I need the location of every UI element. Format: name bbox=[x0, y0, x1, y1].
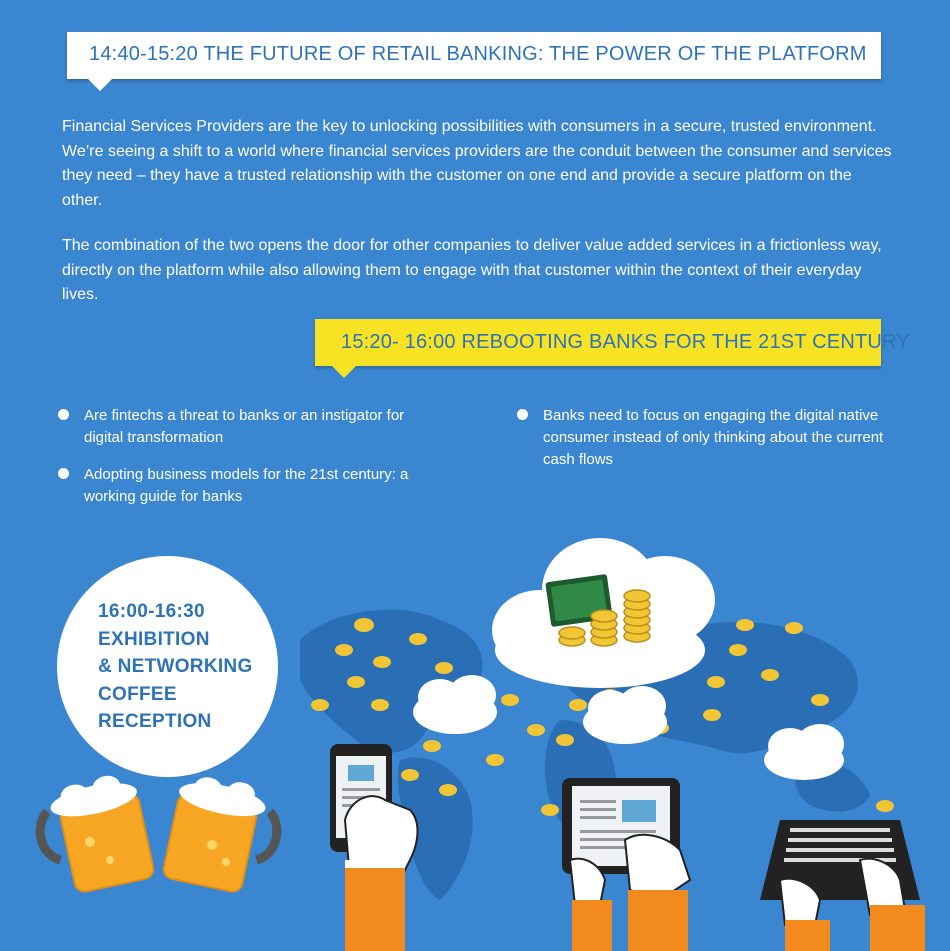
session3-line: COFFEE bbox=[98, 683, 177, 705]
session3-line: RECEPTION bbox=[98, 711, 212, 732]
session1-paragraph-1: Financial Services Providers are the key to unlocking possibilities with consumers in a secure, trusted environment. We’re seeing a shift to a world where financial services providers are the conduit between the consumer and services they need – they have a trusted relationship with the customer on one end and provide a secure platform on the other. bbox=[62, 118, 892, 209]
session3-line: & NETWORKING bbox=[98, 656, 253, 677]
beer-mug-icon bbox=[36, 773, 155, 893]
bullet-text: Banks need to focus on engaging the digital native consumer instead of only thinking about the current cash flows bbox=[543, 407, 884, 468]
session1-paragraph-2: The combination of the two opens the door for other companies to deliver value added services in a frictionless way, directly on the platform while also allowing them to engage with that customer within the context of their everyday lives. bbox=[62, 237, 882, 303]
hand-icon bbox=[345, 796, 418, 951]
beer-mug-icon bbox=[162, 775, 281, 894]
session2-heading: 15:20- 16:00 REBOOTING BANKS FOR THE 21ST CENTURY bbox=[341, 331, 910, 353]
coffee-reception-text bbox=[98, 598, 253, 736]
bullet-text: Adopting business models for the 21st century: a working guide for banks bbox=[84, 466, 409, 505]
session3-time: 16:00-16:30 bbox=[98, 601, 205, 622]
bullet-text: Are fintechs a threat to banks or an instigator for digital transformation bbox=[84, 407, 405, 446]
session1-heading: 14:40-15:20 THE FUTURE OF RETAIL BANKING: THE POWER OF THE PLATFORM bbox=[89, 43, 867, 65]
session3-line: EXHIBITION bbox=[98, 628, 210, 650]
